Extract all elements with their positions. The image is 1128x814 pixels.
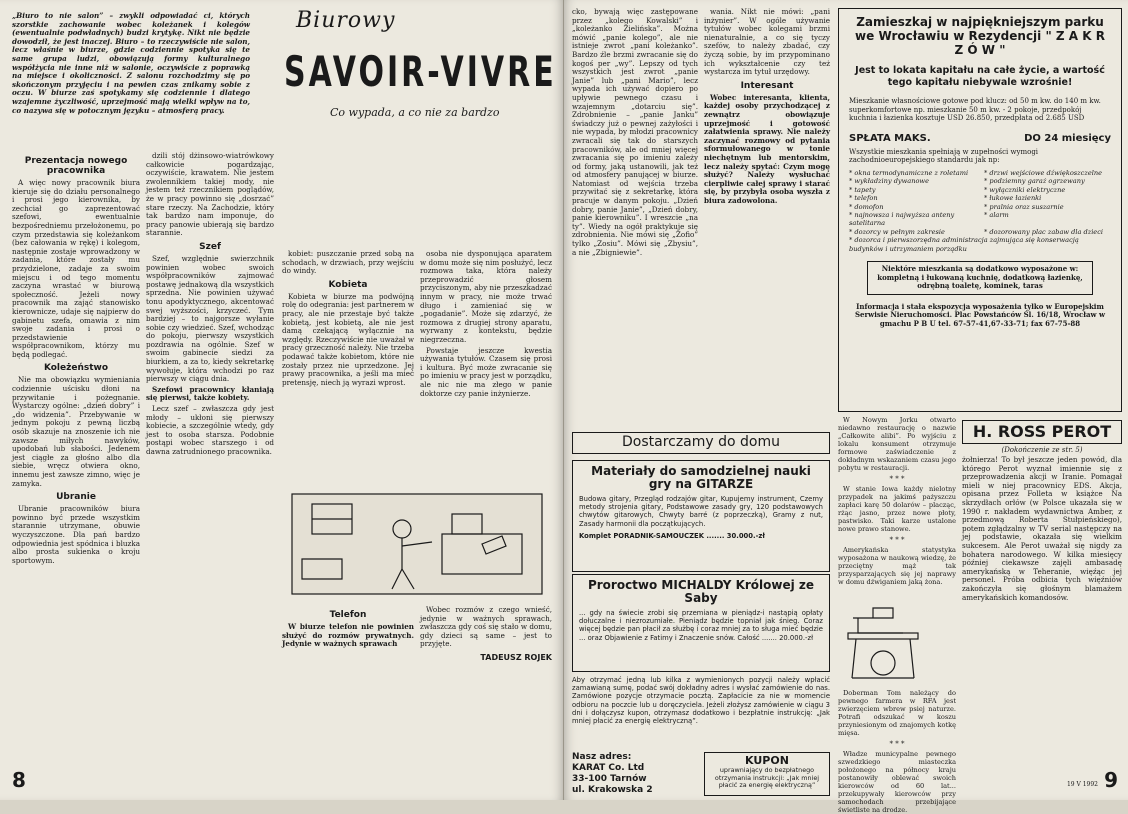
feature-item: * dozorca i pierwszorzędna administracja zajmująca się konserwacją budynków i utrzymaniem porządku [849, 236, 1079, 253]
right-page [564, 0, 1128, 814]
paragraph: Lecz szef – zwłaszcza gdy jest młody – ukłoni się pierwszy kobiecie, a szczególnie wtedy, gdy jest to osoba starsza. Podobnie postąpi wobec starszego i od dawna zatrudnionego pracownika. [146, 404, 274, 456]
ad-kit-price: Komplet PORADNIK-SAMOUCZEK ....... 30.000.-zł [579, 531, 765, 540]
ad-title: Materiały do samodzielnej nauki gry na GITARZE [591, 464, 811, 491]
address-line: ul. Krakowska 2 [572, 785, 653, 795]
coupon-text: uprawniający do bezpłatnego otrzymania instrukcji: „Jak mniej płacić za energię elektryczną” [714, 766, 820, 790]
feature-item: * drzwi wejściowe dźwiękoszczelne [984, 168, 1102, 177]
right-column-2 [704, 8, 830, 308]
ad-text: ... gdy na świecie zrobi się przemiana w pieniądz-i nastąpią opłaty dołuczalne i niezrozumiałe. Pieniądz będzie topniał jak śnieg. Coraz więcej będzie pan płacił za służbę i coraz mniej za to sługa mieć będzie ... oraz Objawienie z Fatimy i Znaczenie snów. Całość ....... 20.000.-zł [579, 609, 823, 642]
article-intro: „Biuro to nie salon” – zwykli odpowiadać ci, których szorstkie zachowanie wobec koleżanek i kolegów (ewentualnie podwładnych) budzi krytykę. Nikt nie będzie dowodził, że jest inaczej. Biuro – to rzeczywiście nie salon, lecz właśnie w biurze, gdzie codziennie spotyka się te same grupa ludzi, obowiązują formy kulturalnego współżycia nie inne niż w salonie, oczywiście z poprawką na miejsce i okoliczności. Z salonu rozchodzimy się po skończonym przyjęciu i na pewien czas znikamy sobie z oczu. W biurze zaś spotykamy się codziennie i dlatego wzajemne życzliwość, uprzejmość mają wielki wpływ na to, co nazywa się w potocznym języku – atmosferą pracy. [12, 11, 250, 115]
address-line: KARAT Co. Ltd [572, 763, 645, 773]
perot-subheading: (Dokończenie ze str. 5) [1001, 446, 1083, 454]
paragraph: Szef, względnie swierzchnik powinien wobec swoich współpracowników zajmować postawę jednakową dla wszystkich sprzedna. Nie powinien używać tonu apodyktycznego, akcentować swej wyższości, krzyczeć. Tym bardziej – to najgorsze wyłanie sobie czy wiedzieć. Szef, wchodząc do pokoju, pierwszy wszystkich pozdrawia na ogólnie. Szef w swoim gabinecie siedzi za biurkiem, a za to, kiedy sekretarkę wywołuje, która wchodzi po raz pierwszy w ciągu dnia. [146, 253, 274, 384]
feature-item: * okna termodynamiczne z roletami [849, 168, 969, 177]
ad-extras-box: Niektóre mieszkania są dodatkowo wyposażone w: kompletną i łukowaną kuchnię, dodatkową łazienkę, odrębną toaletę, kominek, taras [867, 261, 1093, 295]
news-column [838, 416, 956, 814]
paragraph: dzili stój dżinsowo-wiatrówkowy całkowicie pogardzając, oczywiście, krawatem. Nie jestem zwolennikiem takiej mody, nie jestem też rzecznikiem poglądów, że w pracy powinno się „dosrzać” stare rzeczy. Na Zachodzie, który tak bardzo nam imponuje, do pracy panowie ubierają się bardzo starannie. [146, 151, 274, 238]
paragraph: Nie ma obowiązku wymieniania codziennie uścisku dłoni na przywitanie i pożegnanie. Wystarczy ogólne: „dzień dobry” i „do widzenia”. Przebywanie w jednym pokoju z pewną liczbą osób skazuje na znoszenie ich nie zawsze miłych nawyków, upodobań lub słabości. Jedenem jest ciągłe za głośno albo dla siebie, wręcz otwiera okno, innemu jest zawsze zimno, więc je zamyka. [12, 375, 140, 488]
ad-details: Mieszkanie własnościowe gotowe pod klucz: od 50 m kw. do 140 m kw. superkomfortowe np. mieszkanie 50 m kw. - 2 pokoje, przedpokój kuchnia i łazienka kosztuje USD 26.850, przedpłata od 2.685 USD [849, 97, 1101, 123]
masthead-script: Biurowy [296, 8, 396, 33]
separator: * * * [889, 536, 905, 544]
left-column-1 [12, 152, 140, 764]
guitar-advertisement [572, 460, 830, 572]
feature-item: * pralnia oraz suszarnie [984, 202, 1064, 211]
feature-item: * wyłączniki elektryczne [984, 185, 1066, 194]
separator: * * * [889, 475, 905, 483]
right-column-1: cko, bywają więc zastępowane przez „kolego Kowalski” i „koleżanko Zielińska”. Można mówić „panie kolego”, ale nie istnieje zwrot „pani koleżanko”. Bardzo źle brzmi zwracanie się do kogoś per „wy”. Lepszy od tych wszystkich jest zwrot „panie Janie” lub „pani Mario”, lecz wypada ich używać dopiero po upływie pewnego czasu i wzajemnym „dotarciu się”. Zdrobnienie – „panie Janku” świadczy już o pewnej zażyłości i nie wypada, by młodzi pracownicy zwracali się tak do starszych pracowników, ale od mniej więcej zwracania się po imieniu zależy od formy, jaką ustanowili, jak też od atmosfery panującej w biurze. Natomiast od wejścia trzeba przywitać się z sekretarkę, która pracuje w danym pokoju. „Dzień dobry, panie Janie”, „Dzień dobry, panie kierowniku”. I wreszcie „na ty”. Wiedy na ogół praktykuje się zdrobnienia. Nie mówi się „Zofio” tylko „Zosiu”. Mówi się „Zbysiu”, a nie „Zbigniewie”. [572, 7, 698, 257]
ad-features-intro: Wszystkie mieszkania spełniają w zupełności wymogi zachodnioeuropejskiego standardu jak np: [849, 147, 1039, 165]
feature-item: * domofon [849, 202, 884, 211]
left-column-6 [420, 606, 552, 786]
feature-item: * telefon [849, 194, 878, 203]
feature-item: * podziemny garaż ogrzewany [984, 177, 1085, 186]
section-heading: Interesant [740, 80, 794, 91]
perot-article: żołnierza! To był jeszcze jeden powód, dla którego Perot wyznał imiennie się z przeprowadzenia akcji w Iranie. Pomagał mieli w niej pracownicy EDS. Akcja, opisana przez Folleta w książce Na skrzydłach orłów (w Polsce ukazała się w 1990 r. nakładem wydawnictwa Amber, z przedmową Roberta Stułpieńskiego), potem zgłądzalny w TV serial następczy na jej podstawie, okazała się wielkim sukcesem. Ale Perot uważał się nigdy za bohatera narodowego. W kilka miesięcy później ciekawsze zajęli ambasadę amerykańską w Teheranie, więźąc jej personel. Próba odbicia tych więźniów zakończyła się głośnym blamażem amerykańskich komandosów. [962, 455, 1122, 602]
michaldy-advertisement [572, 574, 830, 672]
ad-footer: Informacja i stała ekspozycja wyposażenia tylko w Europejskim Serwisie Nieruchomości. Plac Powstańców Śl. 16/18, Wrocław w gmachu P B U tel. 67-57-41,67-33-71; fax 67-75-88 [854, 301, 1105, 328]
news-item: W stanie Iowa każdy nielotny przypadek na jakimś pażyszczu zapłaci karę 50 dolarów – placząc, rżąc jasno, przez nowe płoty, pastwisko. Taki karze ustalone nowe prawo stanowe. [838, 485, 956, 533]
paragraph: Wobec rozmów z czego wnieść, jedynie w ważnych sprawach, zwłaszcza gdy coś się stało w domu, gdy dzieci są same – jest to przyjęte. [420, 605, 552, 649]
address-label: Nasz adres: [572, 752, 632, 762]
page-number: 8 [12, 768, 26, 792]
feature-item: * wykładziny dywanowe [849, 177, 929, 186]
section-heading: Telefon [329, 610, 367, 620]
sewing-machine-illustration [838, 593, 956, 683]
address-line: 33-100 Tarnów [572, 774, 647, 784]
article-subtitle: Co wypada, a co nie za bardzo [330, 106, 500, 119]
section-heading: Ubranie [56, 492, 96, 503]
section-heading: Kobieta [328, 279, 368, 290]
ad-features-list [849, 169, 1111, 253]
section-heading: Prezentacja nowego pracownika [24, 156, 128, 176]
news-item: Władze municypalne pewnego szwedzkiego miasteczka położonego na północy kraju postanowiły oblewać swoich kierowców od 60 lat... przekupywały kierowców przy samochodach przebijające świetliste na drodze. [838, 750, 956, 814]
feature-item: * dozorcy w pełnym zakresie [849, 227, 945, 236]
paragraph: osoba nie dysponująca aparatem w domu może się nim posłużyć, lecz rozmowa taka, która należy przeprowadzić głosem przyciszonym, aby nie przeszkadzać innym w pracy, nie może trwać długo i zamieniać się w „pogadanie”. Może się zdarzyć, że rozmowa z drugiej strony aparatu, wyrwany z kontekstu, będzie niegrzeczna. [420, 249, 552, 344]
paragraph-bold: Szefowi pracownicy kłaniają się pierwsi, także kobiety. [146, 384, 274, 403]
news-item: W Nowym Jorku otwarto niedawno restaurację o nazwie „Całkowite alibi”. Po wyjściu z lokalu konsument otrzymuje formowe zaświadczenie z dokładnym wskazaniem czasu jego pobytu w restauracji. [838, 416, 956, 472]
left-column-3 [282, 250, 414, 480]
ad-payment [849, 133, 1111, 144]
left-column-4 [420, 250, 552, 480]
left-column-2 [146, 152, 274, 764]
ad-title: Proroctwo MICHALDY Królowej ze Saby [587, 578, 815, 605]
feature-item: * alarm [984, 211, 1009, 219]
paragraph: Ubranie pracowników biura powinno być przede wszystkim starannie utrzymane, obuwie wyczyszczone. Dla pań bardzo odpowiednia jest spódnica i bluzka albo prosta sukienka o kroju sportowym. [12, 504, 140, 565]
article-title: SAVOIR-VIVRE [284, 48, 557, 97]
paragraph: wania. Nikt nie mówi: „pani inżynier”. W ogóle używanie tytułów wobec kolegami brzmi nienaturalnie, a co się tyczy szefów, to należy zbadać, czy życzą sobie, by im przypominano ich wykształcenie czy też wystarcza im tytuł urzędowy. [704, 7, 830, 77]
perot-heading: H. ROSS PEROT [962, 420, 1122, 444]
masthead [260, 8, 560, 128]
feature-item: * najnowsza i najwyższa anteny satelitarna [849, 211, 955, 228]
paragraph: Wobec interesanta, klienta, każdej osoby przychodzącej z zewnątrz obowiązuje uprzejmość i gotowość załatwienia sprawy. Nie należy zaczynać rozmowy od pytania sformułowanego w tonie niechętnym lub mentorskim, lecz należy spytać: Czym mogę służyć? Należy wysłuchać cierpliwie całej sprawy i starać się, by przybyła osoba wyszła z biura zadowolona. [704, 92, 830, 205]
order-instructions: Aby otrzymać jedną lub kilka z wymienionych pozycji należy wpłacić zamawianą sumę, podać swój dokładny adres i wysłać zamówienie do nas. Zamówione pozycje otrzymacie pocztą. Zapłacicie za nie w momencie odbioru na poczcie lub u doręczyciela. Jeżeli złożysz zamówienie w ciągu 3 dni i dołączysz kupon, otrzymasz dodatkowo i bezpłatnie instrukcję: „Jak mniej płacić za energię elektryczną”. [572, 676, 830, 726]
ad-payment-label: SPŁATA MAKS. [849, 132, 931, 144]
left-column-5 [282, 606, 414, 786]
paragraph: Powstaje jeszcze kwestia używania tytułów. Czasem się prosi i kultura. Być może zwracanie się po imieniu w pracy jest w porządku, ale nic nie ma złego w panie doktorze czy panie inżynierze. [420, 345, 552, 398]
section-heading: Szef [199, 241, 221, 252]
zakrzow-advertisement [838, 8, 1122, 412]
ad-payment-value: DO 24 miesięcy [1024, 132, 1111, 144]
paragraph: kobiet: puszczanie przed sobą na schodach, w drzwiach, przy wejściu do windy. [282, 249, 414, 276]
feature-item: * łukowe łazienki [984, 194, 1042, 203]
address-block [572, 752, 700, 796]
issue-date: 19 V 1992 [1066, 781, 1098, 788]
section-heading: Koleżeństwo [43, 363, 109, 374]
news-item: Doberman Tom należący do pewnego farmera w RFA jest zwierzęciem wbrew psiej naturze. Potrafi odszukać w koszu przyniesionym od znajomych kotkę mięsa. [838, 689, 956, 737]
feature-item: * dozorowany plac zabaw dla dzieci [984, 227, 1104, 236]
delivery-section-heading: Dostarczamy do domu [572, 432, 830, 454]
paragraph: A więc nowy pracownik biura kieruje się do działu personalnego i prosi jego kierownika, by zechciał go zaprezentować szefowi, ewentualnie bezpośredniemu przełożonemu, po czym przedstawia się koleżankom (bez całowania w rękę) i kolegom, następnie zostaje wprowadzony w zadania, które zostały mu przydzielone, zadaje za swoim miejscu i od tego momentu zaczyna wrastać w biurową społeczność. Jeżeli nowy pracownik ma zająć stanowisko kierownicze, udaje się najpierw do gabinetu szefa, omawia z nim swoje zadania i prosi o przedstawienie współpracownikom, którzy mu będą podlegać. [12, 178, 140, 359]
ad-subheadline: Jest to lokata kapitału na całe życie, a wartość tego kapitału niebywale wzrośnie! [855, 65, 1105, 88]
left-page [0, 0, 564, 800]
ad-text: Budowa gitary, Przegląd rodzajów gitar, Kupujemy instrument, Czemy metody strojenia gitary, Podstawowe zasady gry, 120 podstawowych chwytów gitarowych, Chwyty barré (z poprzeczką), Gramy z nut, Zasady harmonii dla początkujących. [579, 495, 823, 528]
paragraph: Kobieta w biurze ma podwójną rolę do odegrania: jest partnerem w pracy, ale nie przestaje być także kobietą, jest kobietą, ale nie jest damą czekającą wyłącznie na względy. Rzeczywiście nie uważał w pracy grzeczność należy. Nie trzeba podawać także kobietom, które nie zostały przez nie uprzedzone. Jej prawy pracownika, a jeśli ma mieć pretensję, niech ją wyrazi wprost. [282, 291, 414, 387]
office-illustration [282, 484, 552, 604]
news-item: Amerykańska statystyka wyposażona w naukową wiedzę, że przeciętny mąż tak przysparzających się jej naprawy w domu dźwiganiem jaką żona. [838, 546, 956, 586]
coupon-title: KUPON [745, 754, 789, 767]
coupon[interactable] [704, 752, 830, 796]
separator: * * * [889, 740, 905, 748]
ad-headline: Zamieszkaj w najpiękniejszym parku we Wrocławiu w Rezydencji " Z A K R Z Ó W " [855, 15, 1105, 57]
feature-item: * tapety [849, 185, 876, 194]
article-author: TADEUSZ ROJEK [480, 652, 552, 662]
paragraph: W biurze telefon nie powinien służyć do rozmów prywatnych. Jedynie w ważnych sprawach [282, 622, 414, 649]
page-number: 9 [1104, 768, 1118, 792]
